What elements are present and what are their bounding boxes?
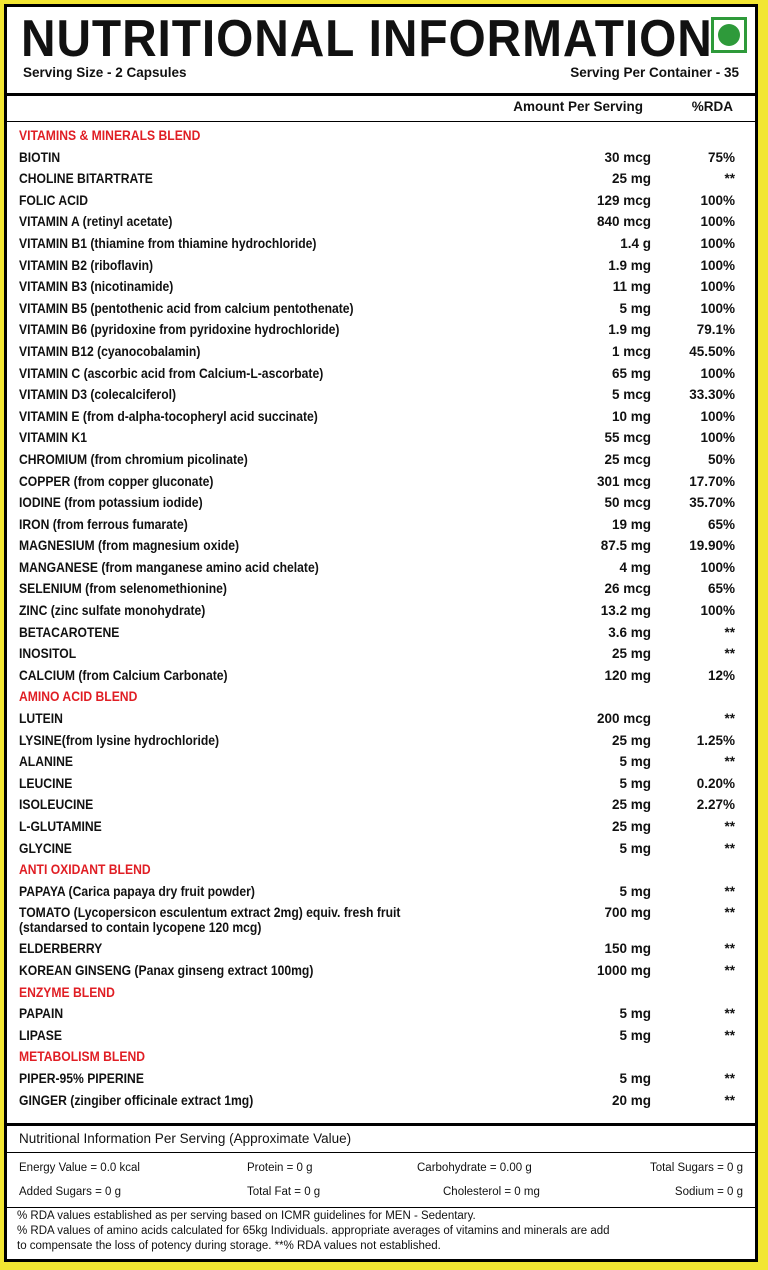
ingredient-rda: 1.25% bbox=[696, 732, 735, 748]
ingredient-name: VITAMIN B5 (pentothenic acid from calcium pentothenate) bbox=[19, 300, 354, 316]
ingredient-amount: 87.5 mg bbox=[600, 538, 651, 554]
ingredient-row bbox=[15, 730, 747, 752]
ingredient-row bbox=[15, 643, 747, 665]
ingredient-amount: 1000 mg bbox=[596, 962, 651, 978]
carbohydrate-value: Carbohydrate = 0.00 g bbox=[417, 1162, 532, 1174]
ingredient-rda: 100% bbox=[700, 559, 735, 575]
ingredient-rda: 100% bbox=[700, 192, 735, 208]
ingredient-amount: 5 mg bbox=[619, 775, 651, 791]
category-label: AMINO ACID BLEND bbox=[19, 689, 138, 705]
ingredient-name: IODINE (from potassium iodide) bbox=[19, 495, 203, 511]
ingredient-amount: 25 mg bbox=[611, 819, 651, 834]
ingredient-row bbox=[15, 406, 747, 428]
ingredient-row bbox=[15, 881, 747, 903]
ingredient-name: VITAMIN C (ascorbic acid from Calcium-L-ascorbate) bbox=[19, 365, 324, 381]
ingredient-name: VITAMIN E (from d-alpha-tocopheryl acid succinate) bbox=[19, 408, 318, 424]
ingredient-row bbox=[15, 794, 747, 816]
ingredient-name: L-GLUTAMINE bbox=[19, 819, 102, 834]
ingredient-rda: ** bbox=[724, 941, 735, 957]
ingredient-rda: ** bbox=[724, 840, 735, 856]
ingredient-name: VITAMIN D3 (colecalciferol) bbox=[19, 387, 177, 403]
ingredient-rda: 17.70% bbox=[689, 473, 735, 489]
ingredient-amount: 30 mcg bbox=[604, 149, 651, 165]
ingredient-rda: 100% bbox=[700, 235, 735, 251]
ingredient-row bbox=[15, 902, 747, 938]
ingredient-list bbox=[15, 125, 747, 1111]
category-heading bbox=[15, 982, 747, 1004]
footnote-line: % RDA values established as per serving based on ICMR guidelines for MEN - Sedentary. bbox=[17, 1210, 476, 1222]
ingredient-rda: ** bbox=[724, 1006, 735, 1022]
ingredient-amount: 5 mg bbox=[619, 754, 651, 770]
ingredient-row bbox=[15, 276, 747, 298]
ingredient-rda: 12% bbox=[707, 667, 735, 683]
ingredient-rda: ** bbox=[724, 754, 735, 770]
ingredient-amount: 25 mg bbox=[611, 646, 651, 662]
ingredient-rda: 100% bbox=[700, 257, 735, 273]
ingredient-name: VITAMIN B1 (thiamine from thiamine hydrochloride) bbox=[19, 235, 317, 251]
ingredient-rda: 33.30% bbox=[689, 387, 735, 403]
ingredient-row bbox=[15, 147, 747, 169]
ingredient-row bbox=[15, 1090, 747, 1112]
ingredient-amount: 5 mg bbox=[619, 1027, 651, 1043]
ingredient-row bbox=[15, 363, 747, 385]
ingredient-rda: 75% bbox=[707, 149, 735, 165]
ingredient-amount: 3.6 mg bbox=[608, 624, 651, 640]
ingredient-name: CHROMIUM (from chromium picolinate) bbox=[19, 451, 248, 467]
ingredient-amount: 1.9 mg bbox=[608, 257, 651, 273]
amount-column-header: Amount Per Serving bbox=[513, 99, 643, 114]
ingredient-amount: 5 mcg bbox=[611, 387, 651, 403]
ingredient-rda: ** bbox=[724, 905, 735, 921]
nutrition-values bbox=[7, 1151, 755, 1208]
ingredient-name: GINGER (zingiber officinale extract 1mg) bbox=[19, 1092, 254, 1108]
ingredient-rda: ** bbox=[724, 1092, 735, 1108]
ingredient-amount: 700 mg bbox=[604, 905, 651, 921]
ingredient-row bbox=[15, 211, 747, 233]
ingredient-row bbox=[15, 751, 747, 773]
ingredient-name: LEUCINE bbox=[19, 775, 73, 791]
ingredient-rda: 100% bbox=[700, 603, 735, 619]
ingredient-rda: ** bbox=[724, 1070, 735, 1086]
ingredient-amount: 200 mcg bbox=[596, 711, 651, 727]
ingredient-amount: 10 mg bbox=[611, 408, 651, 424]
ingredient-amount: 1 mcg bbox=[611, 343, 651, 359]
ingredient-row bbox=[15, 298, 747, 320]
ingredient-row bbox=[15, 255, 747, 277]
ingredient-name: SELENIUM (from selenomethionine) bbox=[19, 581, 227, 597]
ingredient-name: VITAMIN K1 bbox=[19, 430, 87, 446]
ingredient-amount: 5 mg bbox=[619, 300, 651, 316]
rda-column-header: %RDA bbox=[691, 99, 733, 114]
ingredient-amount: 150 mg bbox=[604, 941, 651, 957]
ingredient-rda: 100% bbox=[700, 214, 735, 230]
ingredient-name: PAPAYA (Carica papaya dry fruit powder) bbox=[19, 883, 255, 899]
ingredient-row bbox=[15, 773, 747, 795]
total-fat-value: Total Fat = 0 g bbox=[247, 1186, 321, 1198]
ingredient-amount: 25 mg bbox=[611, 732, 651, 748]
ingredient-amount: 301 mcg bbox=[596, 473, 651, 489]
footnote-line: to compensate the loss of potency during storage. **% RDA values not established. bbox=[17, 1240, 441, 1252]
ingredient-name: ZINC (zinc sulfate monohydrate) bbox=[19, 603, 206, 619]
ingredient-name: VITAMIN B6 (pyridoxine from pyridoxine hydrochloride) bbox=[19, 322, 340, 338]
ingredient-amount: 129 mcg bbox=[596, 192, 651, 208]
ingredient-name: KOREAN GINSENG (Panax ginseng extract 100mg) bbox=[19, 962, 314, 978]
column-headers bbox=[7, 95, 755, 122]
ingredient-row bbox=[15, 449, 747, 471]
ingredient-name-line: TOMATO (Lycopersicon esculentum extract 2mg) equiv. fresh fruit bbox=[19, 905, 401, 921]
ingredient-amount: 65 mg bbox=[611, 365, 651, 381]
ingredient-row bbox=[15, 233, 747, 255]
ingredient-row bbox=[15, 492, 747, 514]
ingredient-row bbox=[15, 471, 747, 493]
footnotes bbox=[7, 1209, 755, 1254]
ingredient-name: VITAMIN B2 (riboflavin) bbox=[19, 257, 154, 273]
ingredient-name: IRON (from ferrous fumarate) bbox=[19, 516, 188, 532]
category-heading bbox=[15, 1046, 747, 1068]
ingredient-name: MAGNESIUM (from magnesium oxide) bbox=[19, 538, 240, 554]
ingredient-amount: 13.2 mg bbox=[600, 603, 651, 619]
ingredient-name: VITAMIN B3 (nicotinamide) bbox=[19, 279, 174, 295]
label-header bbox=[7, 7, 755, 96]
ingredient-rda: ** bbox=[724, 711, 735, 727]
ingredient-amount: 11 mg bbox=[612, 279, 651, 295]
ingredient-name: VITAMIN B12 (cyanocobalamin) bbox=[19, 343, 201, 359]
ingredient-name: FOLIC ACID bbox=[19, 192, 89, 208]
category-label: ANTI OXIDANT BLEND bbox=[19, 862, 151, 878]
ingredient-name bbox=[19, 905, 400, 935]
ingredient-row bbox=[15, 622, 747, 644]
ingredient-amount: 55 mcg bbox=[604, 430, 651, 446]
ingredient-rda: 100% bbox=[700, 279, 735, 295]
ingredient-amount: 19 mg bbox=[611, 516, 651, 532]
ingredient-rda: 65% bbox=[707, 516, 735, 532]
veg-symbol-icon bbox=[711, 17, 747, 53]
ingredient-row bbox=[15, 1003, 747, 1025]
ingredient-amount: 840 mcg bbox=[596, 214, 651, 230]
ingredient-rda: 2.27% bbox=[696, 797, 735, 813]
ingredient-amount: 25 mg bbox=[611, 171, 651, 187]
protein-value: Protein = 0 g bbox=[247, 1162, 313, 1174]
ingredient-rda: ** bbox=[724, 624, 735, 640]
ingredient-name: VITAMIN A (retinyl acetate) bbox=[19, 214, 173, 230]
sodium-value: Sodium = 0 g bbox=[674, 1186, 743, 1198]
ingredient-row bbox=[15, 427, 747, 449]
ingredient-row bbox=[15, 535, 747, 557]
ingredient-rda: ** bbox=[724, 883, 735, 899]
ingredient-name: CHOLINE BITARTRATE bbox=[19, 171, 153, 187]
ingredient-rda: 100% bbox=[700, 408, 735, 424]
ingredient-rda: 100% bbox=[700, 430, 735, 446]
ingredient-rda: 100% bbox=[700, 300, 735, 316]
ingredient-row bbox=[15, 514, 747, 536]
ingredient-rda: 50% bbox=[707, 451, 735, 467]
ingredient-name: INOSITOL bbox=[19, 646, 77, 662]
ingredient-rda: ** bbox=[724, 962, 735, 978]
ingredient-rda: 65% bbox=[707, 581, 735, 597]
serving-per-container: Serving Per Container - 35 bbox=[570, 65, 739, 80]
ingredient-name: COPPER (from copper gluconate) bbox=[19, 473, 214, 489]
footnote-line: % RDA values of amino acids calculated for 65kg Individuals. appropriate averages of vitamins and minerals are add bbox=[17, 1225, 610, 1237]
approx-value-title: Nutritional Information Per Serving (Approximate Value) bbox=[7, 1123, 755, 1153]
ingredient-row bbox=[15, 1068, 747, 1090]
ingredient-amount: 25 mcg bbox=[604, 451, 651, 467]
ingredient-row bbox=[15, 816, 747, 838]
ingredient-name: ELDERBERRY bbox=[19, 941, 103, 957]
ingredient-name: BIOTIN bbox=[19, 149, 61, 165]
category-label: METABOLISM BLEND bbox=[19, 1049, 145, 1065]
category-label: ENZYME BLEND bbox=[19, 984, 115, 1000]
ingredient-row bbox=[15, 341, 747, 363]
ingredient-row bbox=[15, 578, 747, 600]
ingredient-row bbox=[15, 708, 747, 730]
ingredient-rda: 0.20% bbox=[696, 775, 735, 791]
ingredient-name: BETACAROTENE bbox=[19, 624, 120, 640]
nutrition-label bbox=[4, 4, 758, 1262]
ingredient-name: ALANINE bbox=[19, 754, 73, 770]
ingredient-amount: 50 mcg bbox=[604, 495, 651, 511]
ingredient-amount: 5 mg bbox=[619, 1006, 651, 1022]
ingredient-amount: 1.4 g bbox=[620, 235, 651, 251]
ingredient-name: MANGANESE (from manganese amino acid chelate) bbox=[19, 559, 319, 575]
category-heading bbox=[15, 686, 747, 708]
ingredient-rda: 79.1% bbox=[696, 322, 735, 338]
ingredient-amount: 1.9 mg bbox=[608, 322, 651, 338]
ingredient-amount: 26 mcg bbox=[604, 581, 651, 597]
ingredient-name: CALCIUM (from Calcium Carbonate) bbox=[19, 667, 228, 683]
ingredient-rda: ** bbox=[724, 1027, 735, 1043]
total-sugars-value: Total Sugars = 0 g bbox=[649, 1162, 743, 1174]
ingredient-rda: 45.50% bbox=[689, 343, 735, 359]
ingredient-rda: 100% bbox=[700, 365, 735, 381]
ingredient-amount: 20 mg bbox=[611, 1092, 651, 1108]
ingredient-amount: 5 mg bbox=[619, 883, 651, 899]
ingredient-amount: 4 mg bbox=[619, 559, 651, 575]
ingredient-row bbox=[15, 600, 747, 622]
ingredient-row bbox=[15, 960, 747, 982]
ingredient-rda: ** bbox=[724, 819, 735, 834]
ingredient-row bbox=[15, 384, 747, 406]
ingredient-name: ISOLEUCINE bbox=[19, 797, 94, 813]
ingredient-amount: 25 mg bbox=[611, 797, 651, 813]
cholesterol-value: Cholesterol = 0 mg bbox=[443, 1186, 540, 1198]
ingredient-name: PIPER-95% PIPERINE bbox=[19, 1070, 144, 1086]
label-title: NUTRITIONAL INFORMATION bbox=[21, 10, 713, 68]
category-label: VITAMINS & MINERALS BLEND bbox=[19, 128, 201, 143]
ingredient-name: LYSINE(from lysine hydrochloride) bbox=[19, 732, 220, 748]
ingredient-amount: 5 mg bbox=[619, 840, 651, 856]
ingredient-row bbox=[15, 665, 747, 687]
ingredient-row bbox=[15, 190, 747, 212]
added-sugars-value: Added Sugars = 0 g bbox=[19, 1186, 121, 1198]
ingredient-amount: 120 mg bbox=[604, 667, 651, 683]
category-heading bbox=[15, 125, 747, 147]
ingredient-row bbox=[15, 1025, 747, 1047]
energy-value: Energy Value = 0.0 kcal bbox=[19, 1162, 140, 1174]
ingredient-row bbox=[15, 319, 747, 341]
serving-size: Serving Size - 2 Capsules bbox=[23, 65, 187, 80]
ingredient-amount: 5 mg bbox=[619, 1070, 651, 1086]
ingredient-rda: ** bbox=[724, 171, 735, 187]
ingredient-row bbox=[15, 557, 747, 579]
ingredient-row bbox=[15, 838, 747, 860]
ingredient-name: PAPAIN bbox=[19, 1006, 64, 1022]
ingredient-name: LIPASE bbox=[19, 1027, 62, 1043]
ingredient-row bbox=[15, 938, 747, 960]
ingredient-rda: 35.70% bbox=[689, 495, 735, 511]
ingredient-row bbox=[15, 168, 747, 190]
ingredient-rda: 19.90% bbox=[689, 538, 735, 554]
category-heading bbox=[15, 859, 747, 881]
ingredient-rda: ** bbox=[724, 646, 735, 662]
ingredient-name: LUTEIN bbox=[19, 711, 63, 727]
ingredient-name: GLYCINE bbox=[19, 840, 72, 856]
ingredient-name-line: (standarsed to contain lycopene 120 mcg) bbox=[19, 920, 262, 936]
